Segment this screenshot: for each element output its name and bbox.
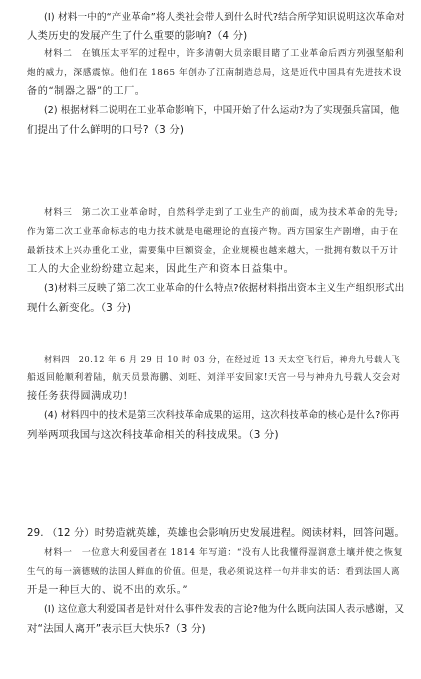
q29-material1-line: 材料一 一位意大利爱国者在 1814 年写道：“没有人比我懂得湿润意土壤并使之恢复 <box>44 548 404 558</box>
material2-text-line: 材料二 在镇压太平军的过程中，许多清朝大员亲眼目睹了工业革命后西方列强坚船利 <box>44 49 405 59</box>
material4-text-line: 材料四 20.12 年 6 月 29 日 10 时 03 分，在经过近 13 天太空飞行后，神舟九号载人飞 <box>44 354 401 364</box>
q3-text-line: 现什么新变化。（3 分) <box>27 302 132 314</box>
material4-text-line: 船返回舱顺利着陆，航天员景海鹏、刘旺、刘洋平安回家!天宫一号与神舟九号载人交会对 <box>27 373 401 383</box>
material4-text-line: 接任务获得圆满成功! <box>27 391 128 402</box>
q1-text-line: (I) 材料一中的“产业革命”将人类社会带人到什么时代?结合所学知识说明这次革命对 <box>44 12 405 23</box>
q3-text-line: (3)材料三反映了第二次工业革命的什么特点?依据材料指出资本主义生产组织形式出 <box>44 283 405 294</box>
material3-text-line: 最新技术上兴办重化工业，需要集中巨额资金，企业规模也越来越大，一批拥有数以千万计 <box>27 246 399 256</box>
material3-text-line: 材料三 第二次工业革命时，自然科学走到了工业生产的前面，成为技术革命的先导; <box>44 208 399 218</box>
material2-text-line: 炮的威力，深感震惊。他们在 1865 年创办了江南制造总局，这是近代中国具有先进技术设 <box>27 68 402 78</box>
q1-text-line: 人类历史的发展产生了什么重要的影响?（4 分) <box>27 30 248 42</box>
q29-material1-line: 开是一种巨大的、说不出的欢乐。” <box>27 585 189 596</box>
q4-text-line: (4) 材料四中的技术是第三次科技革命成果的运用，这次科技革命的核心是什么?你再 <box>44 410 400 421</box>
q2-text-line: 们提出了什么鲜明的口号?（3 分) <box>27 124 185 136</box>
q4-text-line: 列举两项我国与这次科技革命相关的科技成果。（3 分) <box>27 429 279 441</box>
q29-sub1-line: 对“法国人离开”表示巨大快乐?（3 分) <box>27 623 206 635</box>
q29-material1-line: 生气的每一滴德贼的法国人鲜血的价值。但是，我必须说这样一句并非实的话：看到法国人离 <box>27 567 401 577</box>
material3-text-line: 作为第二次工业革命标志的电力技术就是电磁理论的直接产物。西方国家生产剧增，由于在 <box>27 227 399 237</box>
material2-text-line: 备的“制器之器”的工厂。 <box>27 86 146 97</box>
q2-text-line: (2) 根据材料二说明在工业革命影响下，中国开始了什么运动?为了实现强兵富国，他 <box>44 105 400 116</box>
q29-header: 29. （12 分）时势造就英雄，英雄也会影响历史发展进程。阅读材料，回答问题。 <box>27 528 405 539</box>
q29-sub1-line: (I) 这位意大利爱国者是针对什么事件发表的言论?他为什么既向法国人表示感谢，又 <box>44 604 405 615</box>
material3-text-line: 工人的大企业纷纷建立起来，因此生产和资本日益集中。 <box>27 264 295 275</box>
